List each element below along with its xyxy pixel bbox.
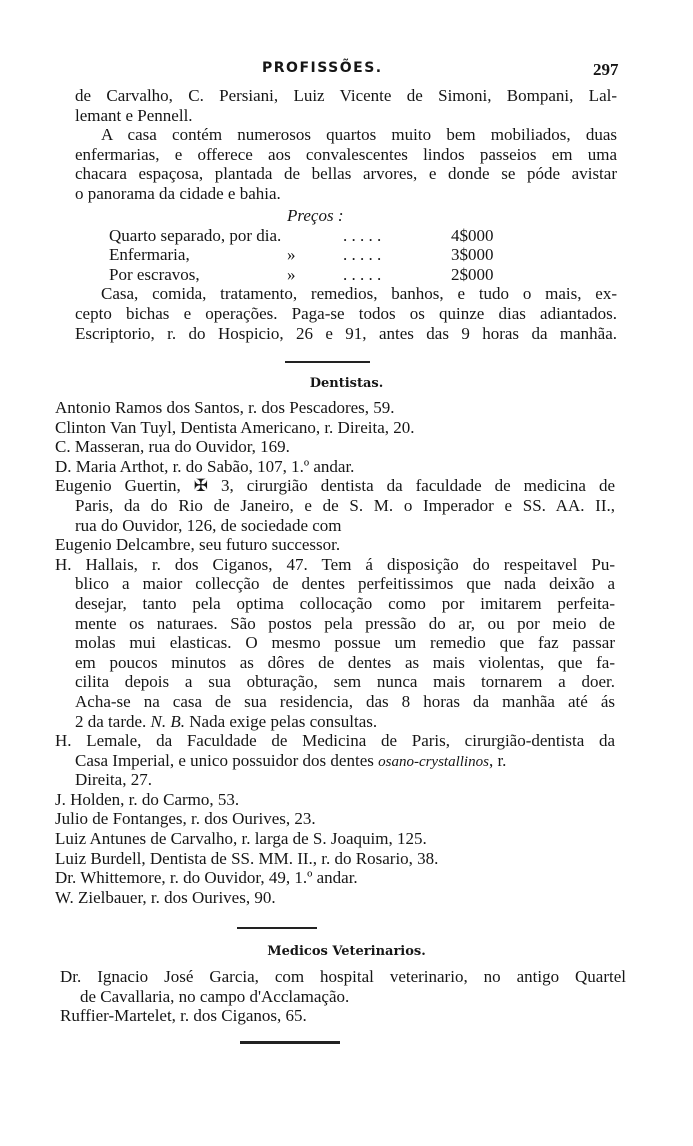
- ditto-mark: »: [287, 245, 296, 265]
- list-entry-continuation: Acha-se na casa de sua residencia, das 8 horas da manhãa até ás: [75, 691, 615, 711]
- list-entry: H. Lemale, da Faculdade de Medicina de Paris, cirurgião-dentista da: [55, 731, 615, 751]
- price-row: [75, 265, 617, 285]
- list-entry: C. Masseran, rua do Ouvidor, 169.: [55, 437, 290, 457]
- list-entry-continuation: cilita depois a sua obturação, sem nunca mais tornarem a doer.: [75, 672, 615, 692]
- list-entry: J. Holden, r. do Carmo, 53.: [55, 789, 240, 809]
- list-entry: Clinton Van Tuyl, Dentista Americano, r. Direita, 20.: [55, 417, 415, 437]
- text-line: A casa contém numerosos quartos muito bem mobiliados, duas: [101, 125, 617, 145]
- list-entry-continuation: de Cavallaria, no campo d'Acclamação.: [80, 986, 350, 1006]
- list-entry: Dr. Whittemore, r. do Ouvidor, 49, 1.º andar.: [55, 868, 358, 888]
- section-heading-veterinarios: Medicos Veterinarios.: [267, 944, 426, 959]
- running-header: [0, 60, 693, 82]
- list-entry: Luiz Burdell, Dentista de SS. MM. II., r. do Rosario, 38.: [55, 848, 439, 868]
- end-divider: [240, 1041, 340, 1044]
- price-label: Por escravos,: [109, 264, 200, 284]
- list-entry: Dr. Ignacio José Garcia, com hospital veterinario, no antigo Quartel: [60, 967, 626, 986]
- section-heading-dentistas: Dentistas.: [309, 376, 384, 391]
- list-entry: Julio de Fontanges, r. dos Ourives, 23.: [55, 809, 316, 829]
- list-entry-continuation: rua do Ouvidor, 126, de sociedade com: [75, 515, 342, 535]
- text-span: 2 da tarde.: [75, 711, 151, 731]
- price-dots: . . . . .: [343, 264, 382, 284]
- intro-paragraph: [75, 86, 617, 204]
- text-line: Escriptorio, r. do Hospicio, 26 e 91, antes das 9 horas da manhãa.: [75, 323, 617, 343]
- list-entry-continuation: desejar, tanto pela optima collocação como por imitarem perfeita-: [75, 593, 615, 613]
- price-value: 2$000: [451, 264, 494, 284]
- italic-term: osano-crystallinos: [378, 753, 489, 770]
- text-line: lemant e Pennell.: [75, 105, 193, 125]
- price-label: Quarto separado, por dia.: [109, 225, 282, 245]
- list-entry: D. Maria Arthot, r. do Sabão, 107, 1.º andar.: [55, 456, 355, 476]
- list-entry-continuation: [55, 712, 615, 732]
- text-line: o panorama da cidade e bahia.: [75, 183, 281, 203]
- list-entry-continuation: Paris, da do Rio de Janeiro, e de S. M. o Imperador e SS. AA. II.,: [75, 495, 615, 515]
- list-entry: Luiz Antunes de Carvalho, r. larga de S. Joaquim, 125.: [55, 829, 427, 849]
- text-span: Nada exige pelas consultas.: [185, 711, 378, 731]
- text-line: de Carvalho, C. Persiani, Luiz Vicente de Simoni, Bompani, Lal-: [75, 86, 617, 105]
- text-line: enfermarias, e offerece aos convalescentes lindos passeios em uma: [75, 144, 617, 164]
- ditto-mark: »: [287, 264, 296, 284]
- price-list: [75, 206, 617, 343]
- dentistas-list: [55, 398, 615, 907]
- text-span: , r.: [488, 750, 507, 770]
- list-entry: Antonio Ramos dos Santos, r. dos Pescadores, 59.: [55, 398, 395, 417]
- section-divider: [285, 361, 370, 363]
- list-entry: W. Zielbauer, r. dos Ourives, 90.: [55, 887, 276, 907]
- price-label: Enfermaria,: [109, 245, 190, 265]
- price-value: 4$000: [451, 225, 494, 245]
- text-span: Casa Imperial, e unico possuidor dos dentes: [75, 750, 379, 770]
- nota-bene: N. B.: [150, 711, 186, 731]
- price-row: [75, 226, 617, 246]
- page-header-title: PROFISSÕES.: [262, 60, 383, 76]
- price-value: 3$000: [451, 245, 494, 265]
- list-entry-continuation: [55, 751, 615, 771]
- veterinarios-list: [60, 967, 626, 1026]
- list-entry-continuation: mente os naturaes. São postos pela pressão do ar, ou por meio de: [75, 613, 615, 633]
- list-entry: Eugenio Guertin, ✠ 3, cirurgião dentista da faculdade de medicina de: [55, 476, 615, 496]
- text-line: cepto bichas e operações. Paga-se todos os quinze dias adiantados.: [75, 303, 617, 323]
- list-entry-continuation: molas mui elasticas. O mesmo possue um remedio que faz passar: [75, 633, 615, 653]
- page-number: 297: [593, 60, 619, 79]
- section-divider: [237, 927, 317, 929]
- list-entry-continuation: blico a maior collecção de dentes perfeitissimos que nada deixão a: [75, 574, 615, 594]
- list-entry: Eugenio Delcambre, seu futuro successor.: [55, 535, 341, 555]
- list-entry-continuation: Direita, 27.: [75, 770, 152, 790]
- list-entry-continuation: em poucos minutos as dôres de dentes as mais violentas, que fa-: [75, 652, 615, 672]
- price-dots: . . . . .: [343, 245, 382, 265]
- text-line: Casa, comida, tratamento, remedios, banhos, e tudo o mais, ex-: [101, 284, 617, 304]
- price-row: [75, 245, 617, 265]
- price-heading: Preços :: [287, 206, 344, 225]
- list-entry: Ruffier-Martelet, r. dos Ciganos, 65.: [60, 1006, 307, 1026]
- price-dots: . . . . .: [343, 225, 382, 245]
- list-entry: H. Hallais, r. dos Ciganos, 47. Tem á disposição do respeitavel Pu-: [55, 554, 615, 574]
- text-line: chacara espaçosa, plantada de bellas arvores, e donde se póde avistar: [75, 164, 617, 184]
